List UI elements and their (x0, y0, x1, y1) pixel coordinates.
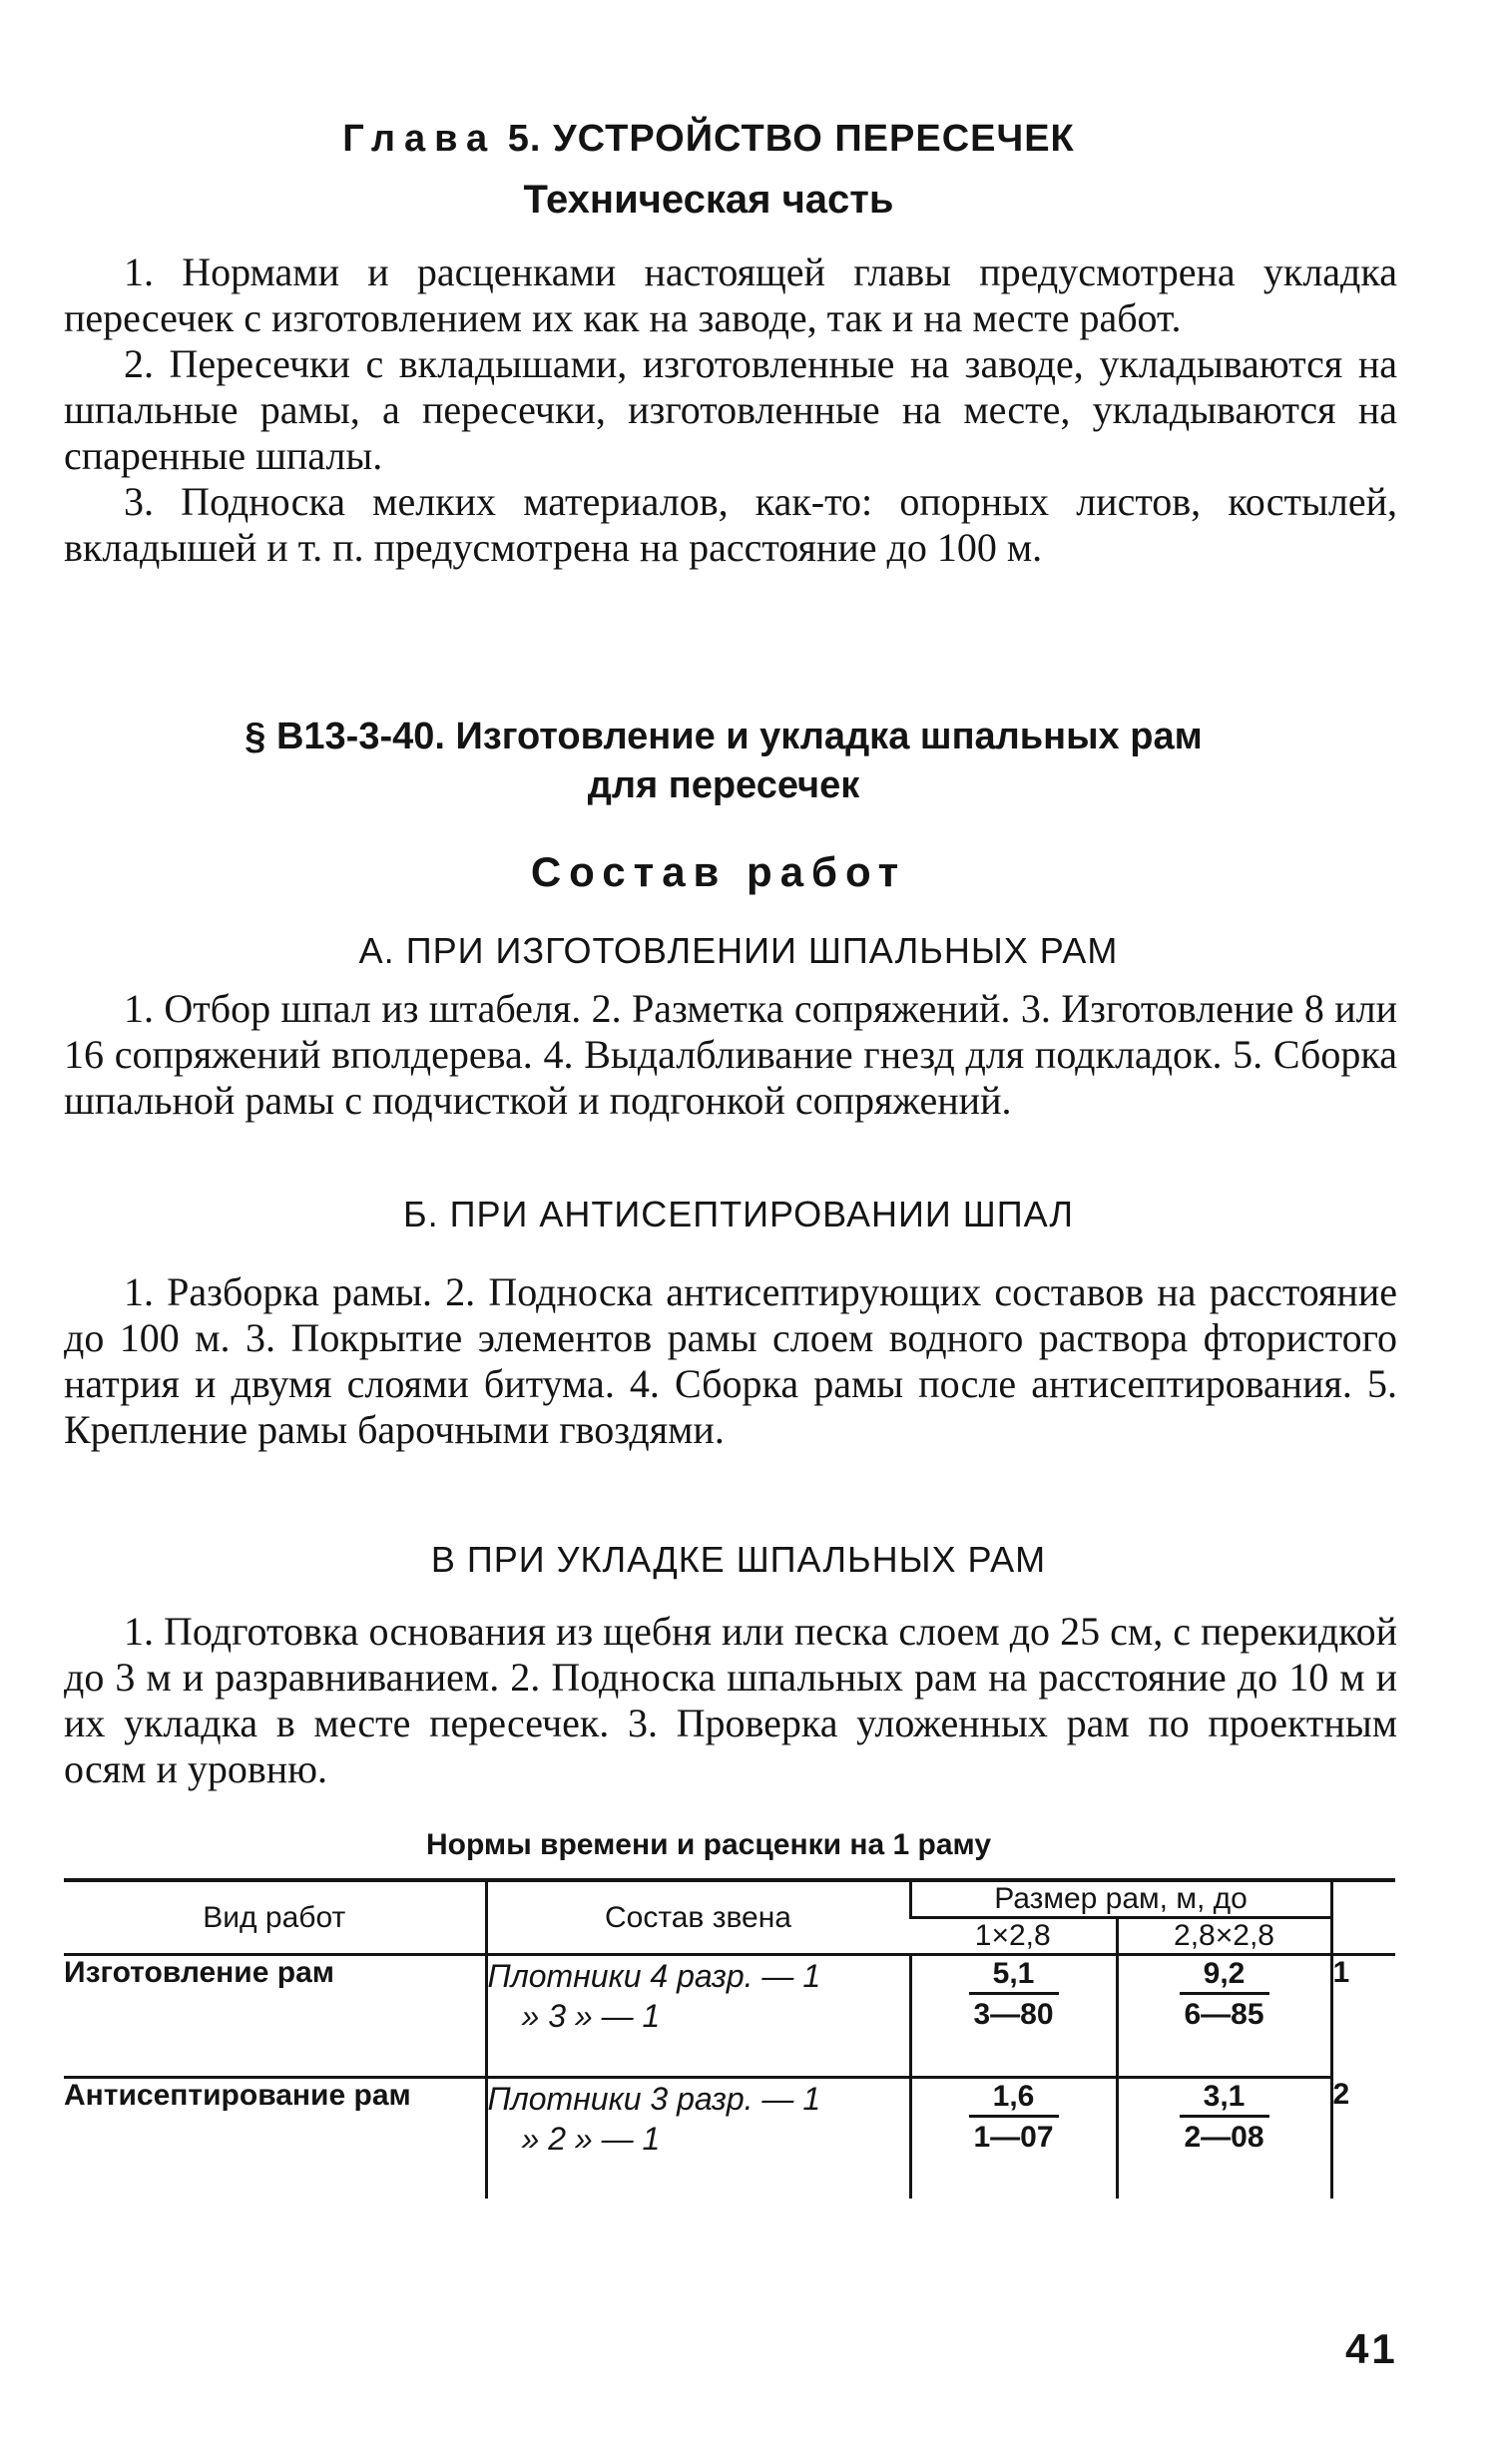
cell-crew (486, 1955, 910, 2078)
time-norm: 1,6 (969, 2079, 1059, 2118)
subsection-v-heading: В ПРИ УКЛАДКЕ ШПАЛЬНЫХ РАМ (430, 1539, 1047, 1580)
section-title-line1: § В13-3-40. Изготовление и укладка шпальных рам (245, 716, 1203, 757)
subsection-b-heading: Б. ПРИ АНТИСЕПТИРОВАНИИ ШПАЛ (402, 1194, 1075, 1234)
norms-table (64, 1878, 1395, 2199)
crew-line-1: Плотники 4 разр. — 1 (487, 1958, 821, 1994)
row-number: 2 (1331, 2078, 1395, 2200)
cell-size-2-value (1117, 1955, 1331, 2078)
cell-size-1-value (910, 1955, 1117, 2078)
technical-paragraph-3: 3. Подноска мелких материалов, как-то: опорных листов, костылей, вкладышей и т. п. предусмотрена на расстояние до 100 м. (64, 479, 1397, 570)
header-size-2: 2,8×2,8 (1117, 1918, 1331, 1955)
crew-line-2: » 3 » — 1 (521, 1998, 661, 2034)
header-work-type: Вид работ (64, 1880, 486, 1955)
table-row (64, 2078, 1395, 2200)
price: 1—07 (973, 2121, 1054, 2154)
section-heading (0, 713, 1447, 810)
subsection-a-paragraph: 1. Отбор шпал из штабеля. 2. Разметка сопряжений. 3. Изготовление 8 или 16 сопряжений вполдерева. 4. Выдалбливание гнезд для подкладок. 5. Сборка шпальной рамы с подчисткой и подгонкой сопряжений. (64, 986, 1397, 1123)
time-norm: 3,1 (1180, 2079, 1269, 2118)
table-row (64, 1955, 1395, 2078)
chapter-heading (0, 118, 1417, 161)
work-composition-title: Состав работ (530, 848, 907, 895)
cell-crew (486, 2078, 910, 2200)
cell-size-1-value (910, 2078, 1117, 2200)
price: 6—85 (1184, 1998, 1264, 2031)
subsection-b-text (64, 1269, 1397, 1453)
time-norm: 9,2 (1180, 1956, 1269, 1995)
page-number: 41 (1345, 2325, 1398, 2372)
technical-paragraph-1: 1. Нормами и расценками настоящей главы предусмотрена укладка пересечек с изготовлением их как на заводе, так и на месте работ. (64, 249, 1397, 340)
cell-work: Антисептирование рам (64, 2079, 411, 2112)
header-empty (1331, 1880, 1395, 1955)
time-norm: 5,1 (969, 1956, 1059, 1995)
chapter-title: 5. УСТРОЙСТВО ПЕРЕСЕЧЕК (507, 118, 1075, 160)
row-number: 1 (1331, 1955, 1395, 2078)
subsection-b-paragraph: 1. Разборка рамы. 2. Подноска антисептирующих составов на расстояние до 100 м. 3. Покрытие элементов рамы слоем водного раствора фтористого натрия и двумя слоями битума. 4. Сборка рамы после антисептирования. 5. Крепление рамы барочными гвоздями. (64, 1269, 1397, 1452)
subsection-a-heading: А. ПРИ ИЗГОТОВЛЕНИИ ШПАЛЬНЫХ РАМ (358, 930, 1119, 971)
crew-line-2: » 2 » — 1 (521, 2121, 661, 2157)
section-title-line2: для пересечек (587, 764, 860, 806)
price: 2—08 (1184, 2121, 1264, 2154)
header-crew: Состав звена (486, 1880, 910, 1955)
header-size-group: Размер рам, м, до (910, 1880, 1331, 1918)
technical-paragraphs (64, 249, 1397, 571)
cell-work: Изготовление рам (64, 1955, 486, 2078)
cell-size-2-value (1117, 2078, 1331, 2200)
header-size-1: 1×2,8 (910, 1918, 1117, 1955)
technical-part-title: Техническая часть (523, 178, 894, 222)
subsection-v-paragraph: 1. Подготовка основания из щебня или песка слоем до 25 см, с перекидкой до 3 м и разравниванием. 2. Подноска шпальных рам на расстояние до 10 м и их укладка в месте пересечек. 3. Проверка уложенных рам по проектным осям и уровню. (64, 1609, 1397, 1791)
subsection-v-text (64, 1609, 1397, 1792)
chapter-prefix: Глава (342, 118, 497, 160)
subsection-a-text (64, 986, 1397, 1124)
crew-line-1: Плотники 3 разр. — 1 (487, 2081, 821, 2117)
technical-paragraph-2: 2. Пересечки с вкладышами, изготовленные на заводе, укладываются на шпальные рамы, а пересечки, изготовленные на месте, укладываются на спаренные шпалы. (64, 341, 1397, 478)
table-caption: Нормы времени и расценки на 1 раму (425, 1828, 992, 1861)
price: 3—80 (973, 1998, 1054, 2031)
